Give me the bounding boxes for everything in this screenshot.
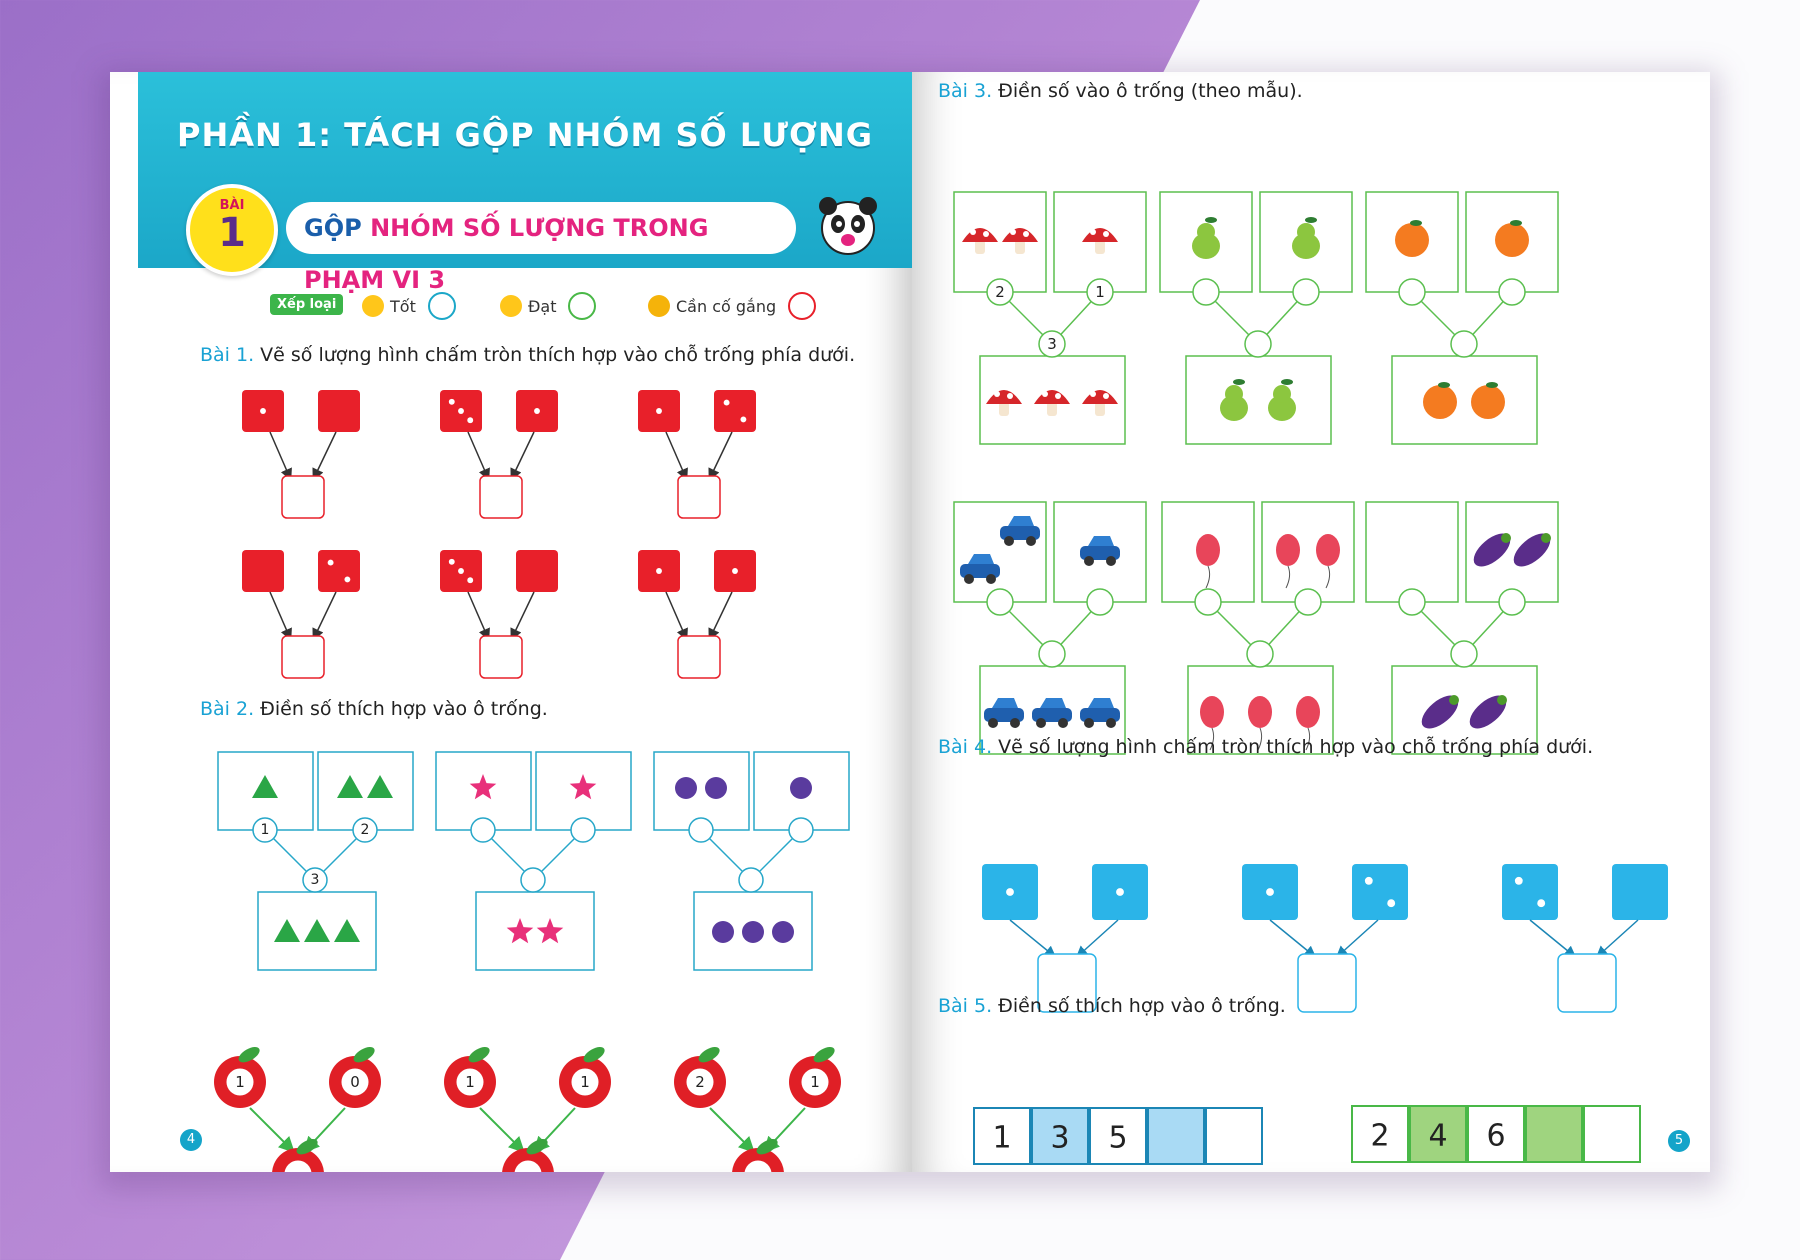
mushroom-stem — [1015, 240, 1025, 254]
pear-top — [1273, 385, 1291, 403]
left-page — [110, 72, 912, 1172]
mushroom-stem — [1095, 240, 1105, 254]
mushroom-stem — [999, 402, 1009, 416]
dice-dot — [344, 576, 350, 582]
number-circle — [1195, 589, 1221, 615]
exercise-3-label: Bài 3. — [938, 80, 993, 102]
group-box — [1366, 502, 1458, 602]
total-box — [1392, 356, 1537, 444]
page-number: 4 — [180, 1129, 202, 1151]
arrow — [1010, 920, 1054, 956]
answer-box — [678, 476, 720, 518]
orange-icon — [1395, 223, 1429, 257]
arrow — [710, 592, 732, 638]
arrow — [314, 432, 336, 478]
total-box — [476, 892, 594, 970]
apple-number: 1 — [580, 1073, 590, 1091]
leaf-icon — [1281, 379, 1293, 385]
mushroom-spot — [983, 231, 989, 237]
arrow — [666, 592, 686, 638]
dice-dot — [1006, 888, 1014, 896]
arrow — [512, 432, 534, 478]
number-text: 1 — [260, 822, 270, 838]
dice-dot — [467, 417, 473, 423]
arrow — [1530, 920, 1574, 956]
dice — [318, 390, 360, 432]
dot-icon — [772, 921, 794, 943]
sequence-box — [1526, 1106, 1582, 1162]
leaf-icon — [1438, 382, 1450, 388]
dice-dot — [732, 568, 738, 574]
number-circle — [1399, 589, 1425, 615]
dice-dot — [1537, 899, 1545, 907]
exercise-2-text: Điền số thích hợp vào ô trống. — [260, 698, 548, 720]
dice — [242, 550, 284, 592]
total-box — [1186, 356, 1331, 444]
answer-box — [282, 476, 324, 518]
arrow — [480, 1108, 522, 1150]
dot-icon — [705, 777, 727, 799]
number-text: 1 — [1095, 283, 1105, 301]
group-box — [1262, 502, 1354, 602]
answer-box — [1558, 954, 1616, 1012]
pear-top — [1297, 223, 1315, 241]
leaf-icon — [1510, 220, 1522, 226]
number-circle — [1499, 589, 1525, 615]
sequence-box — [1206, 1108, 1262, 1164]
eggplant-cap — [1497, 695, 1507, 705]
dot-icon — [790, 777, 812, 799]
lesson-word: BÀI — [219, 198, 245, 213]
number-circle — [1451, 641, 1477, 667]
sequence-number: 4 — [1428, 1118, 1448, 1154]
wheel — [1084, 718, 1094, 728]
eggplant-cap — [1449, 695, 1459, 705]
wheel — [1026, 536, 1036, 546]
dice-dot — [458, 408, 464, 414]
number-circle — [1293, 279, 1319, 305]
exercise-1-label: Bài 1. — [200, 344, 255, 366]
arrow — [710, 1108, 752, 1150]
number-circle — [739, 868, 763, 892]
number-circle — [1399, 279, 1425, 305]
balloon-icon — [1316, 534, 1340, 566]
number-circle — [1087, 589, 1113, 615]
exercise-3-text: Điền số vào ô trống (theo mẫu). — [998, 80, 1303, 102]
dot-icon — [675, 777, 697, 799]
exercise-1-diagram — [110, 72, 910, 1172]
sequence-number: 1 — [992, 1120, 1012, 1156]
exercise-5-label: Bài 5. — [938, 995, 993, 1017]
sequence-number: 6 — [1486, 1118, 1506, 1154]
exercise-5-text: Điền số thích hợp vào ô trống. — [998, 995, 1286, 1017]
dice-dot — [260, 408, 266, 414]
exercise-4-text: Vẽ số lượng hình chấm tròn thích hợp vào chỗ trống phía dưới. — [998, 736, 1594, 758]
balloon-icon — [1200, 696, 1224, 728]
answer-box — [282, 636, 324, 678]
page-number: 5 — [1668, 1130, 1690, 1152]
apple-number: 0 — [350, 1073, 360, 1091]
exercise-5-title — [938, 995, 1286, 1017]
number-circle — [1193, 279, 1219, 305]
wheel — [1010, 718, 1020, 728]
sequence-number: 5 — [1108, 1120, 1128, 1156]
number-circle — [1247, 641, 1273, 667]
rating-tag: Xếp loại — [270, 294, 343, 315]
number-circle — [571, 818, 595, 842]
orange-icon — [1423, 385, 1457, 419]
mushroom-spot — [1103, 393, 1109, 399]
number-text: 2 — [995, 283, 1005, 301]
dice-dot — [449, 559, 455, 565]
wheel — [1084, 556, 1094, 566]
arrow — [314, 592, 336, 638]
wheel — [1058, 718, 1068, 728]
apple-number: 1 — [235, 1073, 245, 1091]
arrow — [270, 592, 290, 638]
right-page — [912, 72, 1710, 1172]
arrow — [270, 432, 290, 478]
dice — [516, 550, 558, 592]
wheel — [1036, 718, 1046, 728]
dice-dot — [1266, 888, 1274, 896]
arrow — [512, 592, 534, 638]
arrow — [468, 592, 488, 638]
arrow — [1338, 920, 1378, 956]
eggplant-cap — [1541, 533, 1551, 543]
sequence-box — [1148, 1108, 1204, 1164]
pear-top — [1225, 385, 1243, 403]
number-circle — [1039, 641, 1065, 667]
lesson-number: 1 — [218, 210, 246, 256]
dice-dot — [1515, 877, 1523, 885]
number-circle — [521, 868, 545, 892]
wheel — [1106, 718, 1116, 728]
leaf-icon — [1410, 220, 1422, 226]
wheel — [986, 574, 996, 584]
answer-box — [1298, 954, 1356, 1012]
wheel — [964, 574, 974, 584]
apple-number: 1 — [810, 1073, 820, 1091]
dice-dot — [1387, 899, 1395, 907]
mushroom-spot — [1010, 229, 1016, 235]
eggplant-cap — [1501, 533, 1511, 543]
rating-good-label: Tốt — [390, 296, 416, 316]
dice-dot — [656, 568, 662, 574]
number-text: 3 — [310, 872, 320, 888]
sequence-box — [1584, 1106, 1640, 1162]
dice-dot — [724, 400, 730, 406]
apple-number: 1 — [465, 1073, 475, 1091]
pear-top — [1197, 223, 1215, 241]
arrow — [1598, 920, 1638, 956]
number-circle — [789, 818, 813, 842]
dice — [1352, 864, 1408, 920]
dice-dot — [1116, 888, 1124, 896]
exercise-2-label: Bài 2. — [200, 698, 255, 720]
balloon-icon — [1276, 534, 1300, 566]
dice-dot — [656, 408, 662, 414]
number-text: 2 — [360, 822, 370, 838]
sequence-number: 2 — [1370, 1118, 1390, 1154]
arrow — [250, 1108, 292, 1150]
dice — [1502, 864, 1558, 920]
number-circle — [1295, 589, 1321, 615]
dice — [714, 390, 756, 432]
dice — [318, 550, 360, 592]
section-title: PHẦN 1: TÁCH GỘP NHÓM SỐ LƯỢNG — [177, 116, 873, 154]
balloon-icon — [1296, 696, 1320, 728]
dot-icon — [712, 921, 734, 943]
answer-box — [480, 636, 522, 678]
lesson-title-b: NHÓM SỐ LƯỢNG TRONG PHẠM VI 3 — [304, 214, 709, 294]
mushroom-spot — [1055, 393, 1061, 399]
apple-number: 2 — [695, 1073, 705, 1091]
arrow — [710, 432, 732, 478]
dot-icon — [742, 921, 764, 943]
number-circle — [471, 818, 495, 842]
dice — [1612, 864, 1668, 920]
leaf-icon — [1233, 379, 1245, 385]
dice-dot — [467, 577, 473, 583]
arrow — [1270, 920, 1314, 956]
number-circle — [987, 589, 1013, 615]
mushroom-spot — [1023, 231, 1029, 237]
exercise-4-title — [938, 736, 1593, 758]
mushroom-spot — [1103, 231, 1109, 237]
rating-ok-label: Đạt — [528, 296, 557, 316]
dice-dot — [458, 568, 464, 574]
balloon-icon — [1248, 696, 1272, 728]
exercise-4-label: Bài 4. — [938, 736, 993, 758]
exercise-1-text: Vẽ số lượng hình chấm tròn thích hợp vào chỗ trống phía dưới. — [260, 344, 856, 366]
mushroom-spot — [1090, 229, 1096, 235]
group-box — [954, 502, 1046, 602]
dice-dot — [1365, 877, 1373, 885]
number-circle — [1451, 331, 1477, 357]
mushroom-stem — [1047, 402, 1057, 416]
leaf-icon — [1305, 217, 1317, 223]
mushroom-spot — [1007, 393, 1013, 399]
wheel — [1004, 536, 1014, 546]
answer-box — [480, 476, 522, 518]
number-circle — [1499, 279, 1525, 305]
mushroom-spot — [970, 229, 976, 235]
mushroom-stem — [1095, 402, 1105, 416]
leaf-icon — [1205, 217, 1217, 223]
number-text: 3 — [1047, 335, 1057, 353]
arrow — [666, 432, 686, 478]
number-circle — [689, 818, 713, 842]
arrow — [468, 432, 488, 478]
dice-dot — [328, 560, 334, 566]
dice-dot — [449, 399, 455, 405]
wheel — [988, 718, 998, 728]
rating-try-label: Cần cố gắng — [676, 296, 777, 316]
balloon-icon — [1196, 534, 1220, 566]
leaf-icon — [1486, 382, 1498, 388]
answer-box — [678, 636, 720, 678]
dice-dot — [534, 408, 540, 414]
sequence-number: 3 — [1050, 1120, 1070, 1156]
mushroom-spot — [994, 391, 1000, 397]
number-circle — [1245, 331, 1271, 357]
lesson-title-a: GỘP — [304, 214, 362, 242]
mushroom-spot — [1042, 391, 1048, 397]
wheel — [1106, 556, 1116, 566]
mushroom-stem — [975, 240, 985, 254]
orange-icon — [1495, 223, 1529, 257]
mushroom-spot — [1090, 391, 1096, 397]
exercise-2-title — [200, 698, 548, 720]
arrow — [1078, 920, 1118, 956]
dice-dot — [740, 416, 746, 422]
orange-icon — [1471, 385, 1505, 419]
